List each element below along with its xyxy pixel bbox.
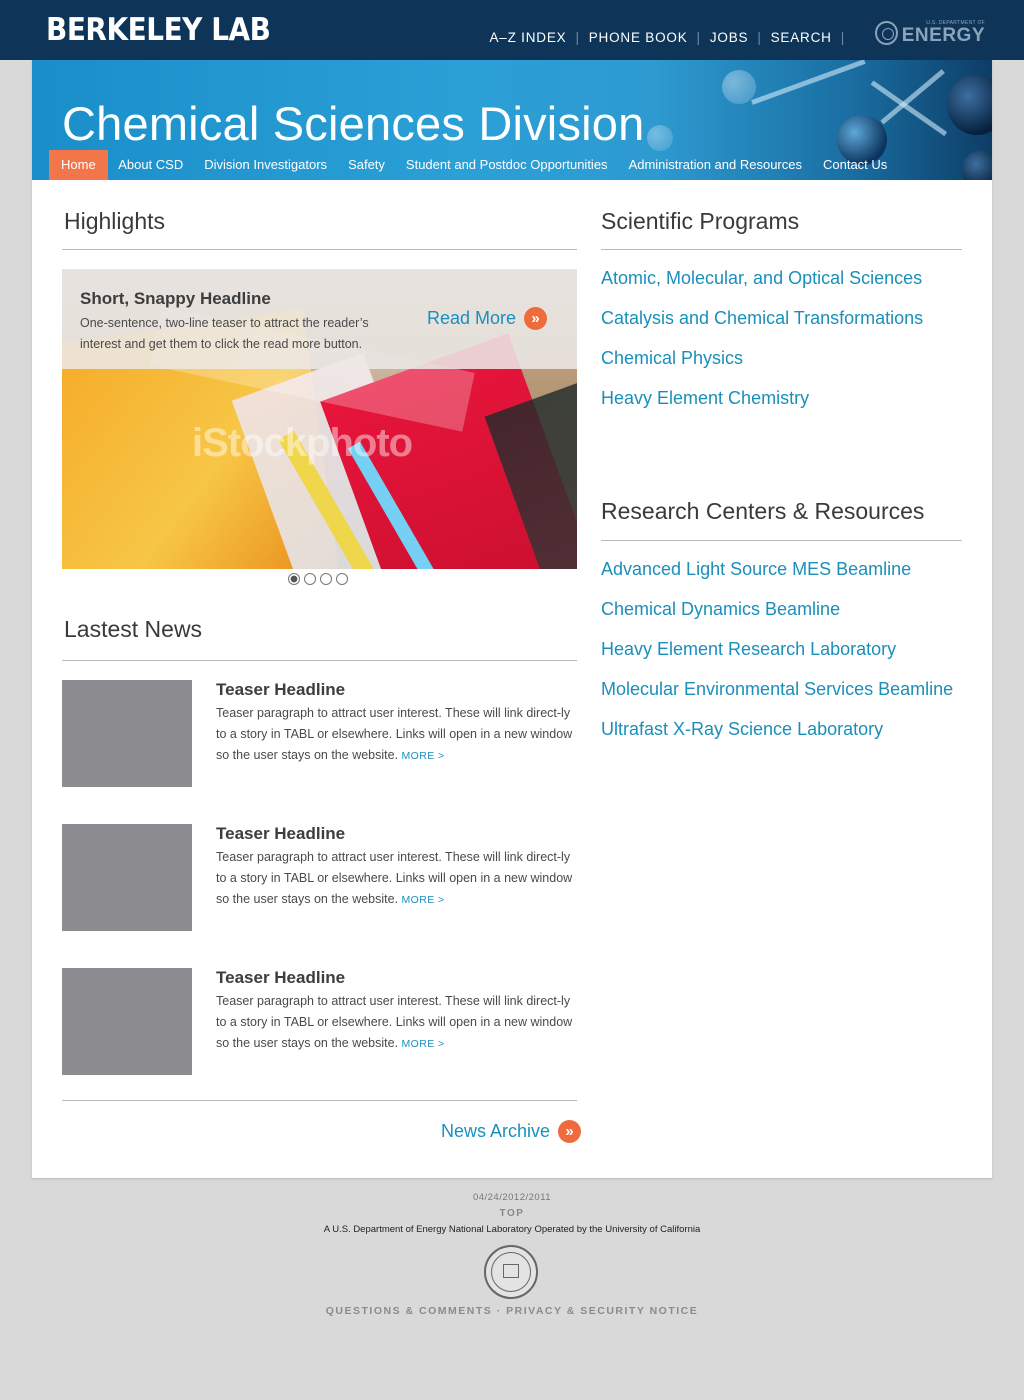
slide-teaser: One-sentence, two-line teaser to attract the reader’s interest and get them to click the read more button. [80,316,369,351]
last-updated-date: 04/24/2012/2011 [472,1192,552,1203]
news-teaser [216,991,578,1055]
news-item [62,680,582,790]
phone-book-link[interactable]: PHONE BOOK [588,29,688,45]
page-container [32,60,992,1178]
program-link[interactable]: Chemical Physics [601,348,744,368]
centers-heading: Research Centers & Resources [601,498,925,524]
news-archive-label: News Archive [441,1121,551,1141]
news-headline[interactable]: Teaser Headline [216,680,346,699]
news-teaser [216,847,578,911]
berkeley-lab-logo[interactable]: BERKELEY LAB [46,12,271,48]
news-item [62,824,582,934]
divider [62,249,577,250]
page-title: Chemical Sciences Division [62,97,645,150]
slide-caption [62,269,577,369]
read-more-label: Read More [427,308,517,328]
more-link[interactable]: MORE > [401,894,445,906]
highlight-slider[interactable] [62,269,577,569]
divider [601,249,962,250]
more-link[interactable]: MORE > [401,1038,445,1050]
footer-links [0,1305,1024,1317]
double-chevron-right-icon: » [558,1120,581,1143]
doe-logo[interactable] [875,18,985,48]
nav-student-postdoc[interactable]: Student and Postdoc Opportunities [405,157,608,172]
program-link[interactable]: Heavy Element Chemistry [601,388,810,408]
center-link[interactable]: Advanced Light Source MES Beamline [601,559,912,579]
slider-dot[interactable] [336,573,348,585]
slider-pagination [288,573,352,585]
programs-heading: Scientific Programs [601,208,800,234]
back-to-top-link[interactable]: TOP [499,1208,525,1219]
divider [601,540,962,541]
stock-watermark: iStockphoto [192,421,413,465]
programs-list [601,268,923,428]
separator: | [757,29,762,45]
nav-about-csd[interactable]: About CSD [118,157,184,172]
more-link[interactable]: MORE > [401,750,445,762]
doe-logo-small-text: U.S. DEPARTMENT OF [926,20,985,26]
slide-headline: Short, Snappy Headline [80,289,271,308]
search-link[interactable]: SEARCH [770,29,832,45]
top-bar [0,0,1024,60]
slider-dot[interactable] [288,573,300,585]
separator: | [840,29,845,45]
nav-contact-us[interactable]: Contact Us [822,157,888,172]
division-banner [32,60,992,180]
doe-seal-icon [875,21,898,45]
main-nav [49,150,898,180]
az-index-link[interactable]: A–Z INDEX [489,29,567,45]
news-thumbnail[interactable] [62,680,192,787]
double-chevron-right-icon: » [524,307,547,330]
divider [62,660,577,661]
jobs-link[interactable]: JOBS [709,29,749,45]
separator: | [696,29,701,45]
center-link[interactable]: Molecular Environmental Services Beamline [601,679,954,699]
news-teaser-text: Teaser paragraph to attract user interest. These will link direct-ly to a story in TABL or elsewhere. Links will open in a new window so the user stays on the website. [216,706,573,762]
news-item [62,968,582,1078]
nav-safety[interactable]: Safety [348,157,385,172]
center-link[interactable]: Ultrafast X-Ray Science Laboratory [601,719,884,739]
read-more-button[interactable] [427,307,547,330]
program-link[interactable]: Atomic, Molecular, and Optical Sciences [601,268,923,288]
nav-home[interactable]: Home [49,150,108,180]
doe-statement: A U.S. Department of Energy National Laboratory Operated by the University of California [323,1224,701,1235]
program-link[interactable]: Catalysis and Chemical Transformations [601,308,924,328]
news-thumbnail[interactable] [62,968,192,1075]
news-teaser [216,703,578,767]
news-teaser-text: Teaser paragraph to attract user interest. These will link direct-ly to a story in TABL or elsewhere. Links will open in a new window so the user stays on the website. [216,994,573,1050]
news-headline[interactable]: Teaser Headline [216,824,346,843]
highlights-heading: Highlights [64,208,165,234]
privacy-notice-link[interactable]: PRIVACY & SECURITY NOTICE [506,1305,699,1317]
center-link[interactable]: Heavy Element Research Laboratory [601,639,897,659]
uc-seal-icon[interactable] [484,1245,538,1299]
divider [62,1100,577,1101]
center-link[interactable]: Chemical Dynamics Beamline [601,599,841,619]
utility-links [489,28,854,46]
questions-comments-link[interactable]: QUESTIONS & COMMENTS [325,1305,493,1317]
nav-division-investigators[interactable]: Division Investigators [204,157,328,172]
news-teaser-text: Teaser paragraph to attract user interest. These will link direct-ly to a story in TABL or elsewhere. Links will open in a new window so the user stays on the website. [216,850,573,906]
slider-dot[interactable] [304,573,316,585]
nav-administration[interactable]: Administration and Resources [628,157,802,172]
news-archive-button[interactable] [441,1120,581,1143]
news-thumbnail[interactable] [62,824,192,931]
separator: | [575,29,580,45]
separator: · [496,1305,507,1317]
news-headline[interactable]: Teaser Headline [216,968,346,987]
centers-list [601,559,953,759]
slider-dot[interactable] [320,573,332,585]
news-heading: Lastest News [64,616,203,642]
doe-logo-text: ENERGY [901,25,985,46]
